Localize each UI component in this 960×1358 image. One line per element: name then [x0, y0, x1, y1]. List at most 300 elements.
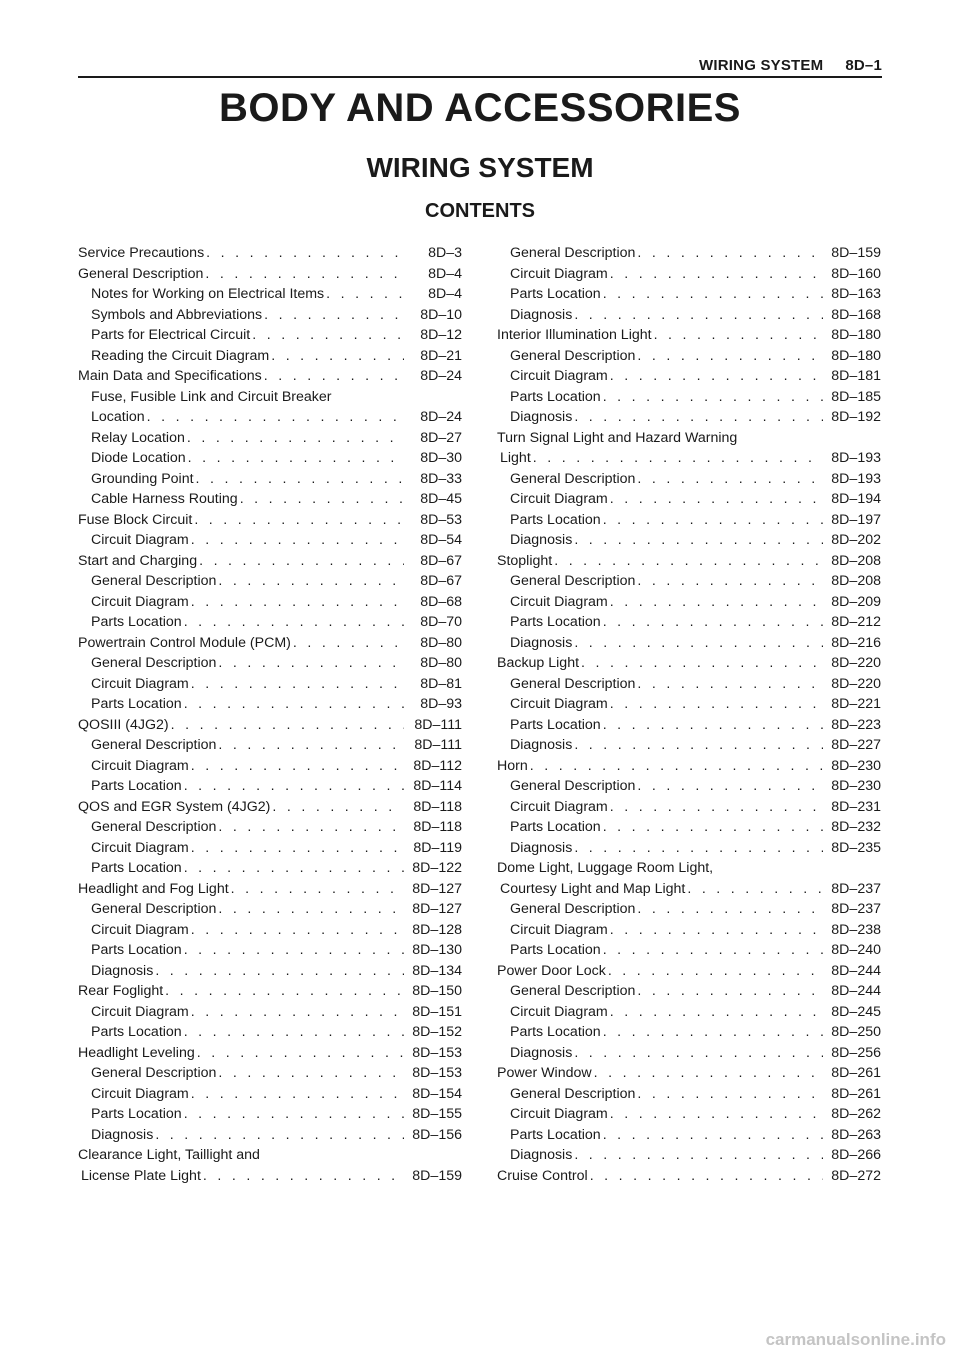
toc-entry-page: 8D–24 — [420, 409, 462, 425]
toc-entry[interactable] — [497, 1145, 881, 1166]
toc-entry-page: 8D–153 — [412, 1044, 462, 1061]
toc-entry-page: 8D–111 — [414, 737, 462, 753]
toc-dot-leader — [603, 1125, 823, 1146]
toc-entry-page: 8D–112 — [413, 757, 462, 774]
toc-entry-label: Turn Signal Light and Hazard Warning — [497, 429, 738, 446]
toc-dot-leader — [196, 469, 404, 490]
toc-entry[interactable] — [497, 715, 881, 736]
toc-entry-label: Diagnosis — [510, 634, 573, 651]
toc-entry-label: Clearance Light, Taillight and — [78, 1147, 260, 1163]
toc-entry[interactable] — [497, 756, 881, 777]
toc-entry-page: 8D–168 — [831, 306, 881, 323]
toc-entry-label: General Description — [510, 470, 636, 487]
toc-entry-page: 8D–80 — [420, 634, 462, 651]
toc-dot-leader — [206, 243, 404, 264]
toc-entry[interactable] — [78, 899, 462, 920]
toc-entry[interactable] — [78, 325, 462, 346]
toc-dot-leader — [603, 1022, 823, 1043]
toc-entry[interactable] — [78, 264, 462, 285]
toc-dot-leader — [574, 1043, 823, 1064]
toc-entry-page: 8D–208 — [831, 573, 881, 589]
toc-dot-leader — [191, 838, 404, 859]
toc-entry[interactable] — [497, 653, 881, 674]
toc-entry-label: Light — [500, 450, 531, 466]
toc-dot-leader — [610, 920, 823, 941]
toc-dot-leader — [574, 838, 823, 859]
toc-entry-label: General Description — [91, 655, 217, 671]
toc-entry-label: Headlight Leveling — [78, 1044, 195, 1061]
toc-entry-page: 8D–81 — [420, 675, 462, 692]
toc-entry[interactable] — [78, 407, 462, 428]
toc-dot-leader — [574, 530, 823, 551]
toc-entry-page: 8D–220 — [831, 655, 881, 671]
toc-entry[interactable] — [78, 510, 462, 531]
toc-dot-leader — [191, 674, 404, 695]
toc-entry[interactable] — [497, 961, 881, 982]
toc-entry[interactable] — [78, 817, 462, 838]
toc-entry-label: Circuit Diagram — [91, 757, 189, 774]
toc-entry[interactable] — [78, 776, 462, 797]
toc-entry-page: 8D–193 — [831, 470, 881, 487]
toc-entry-label: Circuit Diagram — [91, 532, 189, 548]
toc-entry-page: 8D–12 — [420, 327, 462, 343]
toc-entry[interactable] — [497, 633, 881, 654]
toc-dot-leader — [654, 325, 823, 346]
toc-entry[interactable] — [78, 1002, 462, 1023]
toc-entry-page: 8D–209 — [831, 593, 881, 610]
toc-entry[interactable] — [497, 346, 881, 367]
toc-entry[interactable] — [78, 428, 462, 449]
toc-dot-leader — [271, 346, 404, 367]
toc-dot-leader — [155, 1125, 404, 1146]
toc-entry-label: Circuit Diagram — [510, 798, 608, 815]
toc-dot-leader — [293, 633, 404, 654]
toc-entry[interactable] — [78, 551, 462, 572]
toc-entry-label: Horn — [497, 757, 528, 774]
toc-entry-label: General Description — [510, 983, 636, 999]
toc-entry-page: 8D–10 — [420, 306, 462, 323]
toc-entry-page: 8D–4 — [428, 265, 462, 282]
toc-entry-label: Diagnosis — [91, 962, 154, 979]
toc-entry-label: Circuit Diagram — [91, 921, 189, 938]
toc-dot-leader — [637, 469, 823, 490]
toc-entry-label: Diagnosis — [91, 1126, 154, 1143]
toc-entry[interactable] — [78, 653, 462, 674]
toc-entry-page: 8D–33 — [420, 470, 462, 487]
toc-entry[interactable] — [497, 510, 881, 531]
toc-entry-page: 8D–70 — [420, 614, 462, 630]
toc-entry[interactable] — [497, 325, 881, 346]
toc-entry-page: 8D–212 — [831, 614, 881, 630]
toc-entry-label: Diagnosis — [510, 306, 573, 323]
toc-dot-leader — [184, 694, 404, 715]
toc-entry-page: 8D–238 — [831, 921, 881, 938]
toc-entry-label: Diode Location — [91, 450, 186, 466]
toc-entry-page: 8D–24 — [420, 368, 462, 384]
toc-dot-leader — [590, 1166, 823, 1187]
toc-entry[interactable] — [78, 797, 462, 818]
toc-dot-leader — [603, 940, 823, 961]
main-title: BODY AND ACCESSORIES — [219, 86, 741, 130]
toc-dot-leader — [165, 981, 404, 1002]
toc-dot-leader — [218, 899, 404, 920]
toc-entry-label: Circuit Diagram — [510, 265, 608, 282]
toc-entry-page: 8D–262 — [831, 1106, 881, 1122]
toc-entry[interactable] — [78, 1104, 462, 1125]
toc-dot-leader — [218, 817, 404, 838]
toc-entry-page: 8D–21 — [420, 347, 462, 364]
toc-dot-leader — [610, 592, 823, 613]
toc-entry[interactable] — [497, 1063, 881, 1084]
toc-dot-leader — [610, 797, 823, 818]
toc-entry-label: Parts Location — [91, 942, 182, 958]
toc-entry-label: Circuit Diagram — [510, 696, 608, 712]
toc-entry-page: 8D–202 — [831, 532, 881, 548]
toc-entry-label: Dome Light, Luggage Room Light, — [497, 860, 714, 876]
toc-entry[interactable] — [78, 243, 462, 264]
toc-dot-leader — [191, 530, 404, 551]
toc-dot-leader — [637, 776, 823, 797]
toc-entry-label: Circuit Diagram — [510, 368, 608, 384]
toc-entry[interactable] — [497, 940, 881, 961]
toc-entry-label: Parts Location — [510, 1126, 601, 1143]
toc-dot-leader — [610, 1104, 823, 1125]
toc-entry-label: General Description — [91, 1065, 217, 1081]
toc-dot-leader — [637, 1084, 823, 1105]
toc-entry-label: General Description — [510, 573, 636, 589]
toc-entry-page: 8D–220 — [831, 675, 881, 692]
toc-dot-leader — [610, 489, 823, 510]
toc-entry[interactable] — [78, 694, 462, 715]
toc-dot-leader — [637, 674, 823, 695]
toc-entry-label: Parts Location — [91, 1106, 182, 1122]
toc-entry-page: 8D–272 — [831, 1167, 881, 1184]
toc-dot-leader — [603, 817, 823, 838]
toc-entry[interactable] — [497, 551, 881, 572]
toc-entry-page: 8D–266 — [831, 1147, 881, 1163]
toc-entry-page: 8D–237 — [831, 880, 881, 897]
toc-entry[interactable] — [497, 489, 881, 510]
toc-entry-page: 8D–261 — [831, 1085, 881, 1102]
toc-entry[interactable] — [78, 715, 462, 736]
toc-entry-page: 8D–45 — [420, 491, 462, 507]
toc-dot-leader — [203, 1166, 404, 1187]
toc-entry[interactable] — [497, 674, 881, 695]
toc-dot-leader — [184, 1104, 404, 1125]
toc-entry[interactable] — [497, 694, 881, 715]
toc-entry-page: 8D–197 — [831, 511, 881, 528]
toc-entry-page: 8D–244 — [831, 962, 881, 979]
toc-entry-label: Diagnosis — [510, 532, 573, 548]
toc-dot-leader — [147, 407, 404, 428]
toc-entry[interactable] — [497, 735, 881, 756]
toc-entry-page: 8D–232 — [831, 819, 881, 835]
toc-entry-label: Circuit Diagram — [510, 1003, 608, 1020]
toc-entry-label: Cruise Control — [497, 1167, 588, 1184]
toc-entry-page: 8D–154 — [412, 1085, 462, 1102]
toc-entry[interactable] — [78, 1084, 462, 1105]
toc-entry-label: Circuit Diagram — [510, 491, 608, 507]
toc-entry-page: 8D–192 — [831, 409, 881, 425]
toc-entry[interactable] — [78, 489, 462, 510]
toc-entry[interactable] — [497, 1043, 881, 1064]
toc-entry[interactable] — [497, 428, 881, 449]
toc-dot-leader — [608, 961, 823, 982]
toc-entry-label: Parts Location — [510, 511, 601, 528]
toc-entry-label: Parts Location — [91, 778, 182, 794]
toc-entry-page: 8D–159 — [831, 245, 881, 261]
toc-dot-leader — [205, 264, 404, 285]
toc-entry-label: Start and Charging — [78, 552, 198, 569]
toc-entry[interactable] — [78, 448, 462, 469]
toc-dot-leader — [272, 797, 404, 818]
toc-entry[interactable] — [497, 1166, 881, 1187]
toc-entry-page: 8D–230 — [831, 757, 881, 774]
toc-entry[interactable] — [78, 469, 462, 490]
toc-dot-leader — [264, 366, 404, 387]
toc-entry-label: Diagnosis — [510, 1044, 573, 1061]
toc-dot-leader — [530, 756, 823, 777]
toc-dot-leader — [637, 571, 823, 592]
toc-dot-leader — [240, 489, 404, 510]
toc-dot-leader — [187, 428, 404, 449]
sub-title: WIRING SYSTEM — [366, 152, 594, 183]
toc-entry[interactable] — [497, 1084, 881, 1105]
toc-entry-page: 8D–240 — [831, 942, 881, 958]
toc-entry-label: Circuit Diagram — [91, 675, 189, 692]
toc-dot-leader — [574, 305, 823, 326]
toc-entry[interactable] — [78, 530, 462, 551]
toc-entry[interactable] — [497, 530, 881, 551]
toc-dot-leader — [184, 776, 404, 797]
toc-entry-page: 8D–114 — [413, 778, 462, 794]
toc-entry-page: 8D–181 — [831, 368, 881, 384]
toc-entry[interactable] — [497, 879, 881, 900]
toc-entry-page: 8D–152 — [412, 1024, 462, 1040]
toc-dot-leader — [218, 653, 404, 674]
toc-entry[interactable] — [497, 797, 881, 818]
toc-entry[interactable] — [78, 1022, 462, 1043]
toc-entry-page: 8D–160 — [831, 265, 881, 282]
toc-dot-leader — [610, 264, 823, 285]
toc-entry[interactable] — [497, 858, 881, 879]
toc-entry[interactable] — [497, 243, 881, 264]
toc-entry-page: 8D–216 — [831, 634, 881, 651]
toc-entry[interactable] — [78, 1043, 462, 1064]
toc-entry[interactable] — [497, 448, 881, 469]
toc-entry-label: General Description — [510, 675, 636, 692]
toc-dot-leader — [637, 243, 823, 264]
toc-dot-leader — [554, 551, 823, 572]
toc-entry-label: General Description — [510, 245, 636, 261]
toc-entry[interactable] — [78, 879, 462, 900]
toc-entry[interactable] — [497, 1125, 881, 1146]
toc-entry[interactable] — [78, 346, 462, 367]
toc-dot-leader — [191, 920, 404, 941]
toc-entry[interactable] — [78, 674, 462, 695]
toc-entry[interactable] — [78, 284, 462, 305]
toc-dot-leader — [218, 735, 404, 756]
toc-entry-label: Parts Location — [510, 614, 601, 630]
toc-entry-page: 8D–237 — [831, 901, 881, 917]
toc-entry-page: 8D–221 — [831, 696, 881, 712]
toc-entry[interactable] — [78, 1063, 462, 1084]
toc-entry[interactable] — [78, 592, 462, 613]
toc-entry-page: 8D–159 — [412, 1167, 462, 1184]
toc-entry-label: Parts Location — [510, 1024, 601, 1040]
toc-dot-leader — [603, 715, 823, 736]
toc-entry[interactable] — [78, 756, 462, 777]
toc-entry[interactable] — [78, 1166, 462, 1187]
watermark: carmanualsonline.info — [765, 1330, 946, 1349]
toc-dot-leader — [252, 325, 404, 346]
toc-dot-leader — [171, 715, 404, 736]
toc-entry[interactable] — [497, 920, 881, 941]
toc-entry-label: Powertrain Control Module (PCM) — [78, 634, 291, 651]
toc-entry[interactable] — [497, 264, 881, 285]
toc-dot-leader — [603, 510, 823, 531]
toc-entry-label: Parts Location — [510, 286, 601, 302]
toc-entry-label: Circuit Diagram — [91, 839, 189, 856]
toc-dot-leader — [687, 879, 823, 900]
toc-entry-label: General Description — [91, 737, 217, 753]
toc-entry[interactable] — [497, 776, 881, 797]
toc-entry-label: Location — [91, 409, 145, 425]
toc-dot-leader — [184, 1022, 404, 1043]
toc-entry[interactable] — [78, 1145, 462, 1166]
toc-dot-leader — [533, 448, 823, 469]
toc-entry[interactable] — [78, 838, 462, 859]
toc-entry-label: Cable Harness Routing — [91, 491, 238, 507]
toc-entry-label: Fuse Block Circuit — [78, 511, 193, 528]
toc-entry-page: 8D–180 — [831, 327, 881, 343]
toc-entry[interactable] — [497, 387, 881, 408]
toc-entry-page: 8D–4 — [428, 286, 462, 302]
toc-dot-leader — [191, 592, 404, 613]
toc-entry[interactable] — [497, 1104, 881, 1125]
toc-dot-leader — [188, 448, 404, 469]
toc-entry-label: Stoplight — [497, 552, 553, 569]
toc-dot-leader — [603, 612, 823, 633]
toc-entry-page: 8D–127 — [412, 880, 462, 897]
toc-entry[interactable] — [497, 592, 881, 613]
toc-entry[interactable] — [78, 858, 462, 879]
toc-entry-label: Parts Location — [91, 696, 182, 712]
page-header — [78, 52, 882, 78]
toc-entry[interactable] — [497, 284, 881, 305]
toc-entry[interactable] — [78, 366, 462, 387]
toc-entry[interactable] — [78, 571, 462, 592]
toc-left-column — [78, 243, 462, 1186]
toc-entry-page: 8D–163 — [831, 286, 881, 302]
toc-entry[interactable] — [497, 899, 881, 920]
toc-entry-label: Courtesy Light and Map Light — [500, 880, 686, 897]
toc-entry-page: 8D–230 — [831, 778, 881, 794]
toc-entry-label: Diagnosis — [510, 409, 573, 425]
toc-entry[interactable] — [497, 612, 881, 633]
toc-entry-page: 8D–231 — [831, 798, 881, 815]
toc-entry[interactable] — [497, 407, 881, 428]
toc-dot-leader — [574, 633, 823, 654]
toc-entry[interactable] — [78, 387, 462, 408]
toc-dot-leader — [637, 981, 823, 1002]
toc-entry[interactable] — [78, 961, 462, 982]
toc-dot-leader — [326, 284, 404, 305]
toc-entry[interactable] — [78, 920, 462, 941]
toc-entry[interactable] — [497, 1022, 881, 1043]
toc-entry-page: 8D–193 — [831, 450, 881, 466]
toc-entry-page: 8D–227 — [831, 737, 881, 753]
toc-entry-page: 8D–185 — [831, 388, 881, 405]
toc-entry-page: 8D–118 — [413, 819, 462, 835]
toc-entry-label: Diagnosis — [510, 1147, 573, 1163]
toc-entry[interactable] — [78, 735, 462, 756]
toc-dot-leader — [581, 653, 823, 674]
toc-entry-label: Parts Location — [91, 860, 182, 876]
toc-entry-label: QOS and EGR System (4JG2) — [78, 798, 271, 815]
toc-entry-label: Circuit Diagram — [91, 593, 189, 610]
toc-entry-label: General Description — [510, 347, 636, 364]
toc-entry[interactable] — [78, 305, 462, 326]
toc-entry[interactable] — [497, 981, 881, 1002]
toc-entry-label: Parts Location — [510, 388, 601, 405]
toc-entry-page: 8D–194 — [831, 491, 881, 507]
toc-entry[interactable] — [497, 366, 881, 387]
toc-dot-leader — [231, 879, 404, 900]
toc-entry-label: Circuit Diagram — [510, 1106, 608, 1122]
toc-entry[interactable] — [497, 469, 881, 490]
toc-dot-leader — [184, 858, 404, 879]
toc-entry[interactable] — [497, 1002, 881, 1023]
toc-entry-page: 8D–111 — [414, 716, 462, 733]
toc-entry[interactable] — [78, 612, 462, 633]
header-section-title: WIRING SYSTEM — [699, 57, 824, 74]
toc-dot-leader — [264, 305, 404, 326]
toc-entry-page: 8D–151 — [412, 1003, 462, 1020]
toc-entry-page: 8D–180 — [831, 347, 881, 364]
toc-entry[interactable] — [78, 940, 462, 961]
toc-entry[interactable] — [78, 633, 462, 654]
toc-entry-label: Parts Location — [91, 1024, 182, 1040]
toc-entry[interactable] — [497, 305, 881, 326]
toc-entry-label: Circuit Diagram — [91, 1003, 189, 1020]
toc-entry-page: 8D–263 — [831, 1126, 881, 1143]
toc-entry-page: 8D–235 — [831, 839, 881, 856]
toc-dot-leader — [199, 551, 404, 572]
toc-entry[interactable] — [497, 571, 881, 592]
toc-dot-leader — [637, 899, 823, 920]
toc-entry-label: Notes for Working on Electrical Items — [91, 286, 325, 302]
toc-entry-label: Symbols and Abbreviations — [91, 306, 263, 323]
toc-entry-label: Service Precautions — [78, 245, 205, 261]
toc-entry-label: Rear Foglight — [78, 983, 164, 999]
toc-entry-page: 8D–80 — [420, 655, 462, 671]
toc-entry[interactable] — [497, 817, 881, 838]
toc-entry-label: Interior Illumination Light — [497, 327, 652, 343]
toc-entry-label: QOSIII (4JG2) — [78, 716, 169, 733]
toc-entry-label: General Description — [91, 901, 217, 917]
toc-entry[interactable] — [497, 838, 881, 859]
toc-dot-leader — [574, 735, 823, 756]
toc-entry-page: 8D–250 — [831, 1024, 881, 1040]
toc-entry[interactable] — [78, 1125, 462, 1146]
toc-entry-page: 8D–256 — [831, 1044, 881, 1061]
toc-entry-page: 8D–3 — [428, 245, 462, 261]
toc-entry-label: Grounding Point — [91, 470, 194, 487]
toc-entry-label: Reading the Circuit Diagram — [91, 347, 270, 364]
toc-dot-leader — [603, 284, 823, 305]
toc-entry[interactable] — [78, 981, 462, 1002]
